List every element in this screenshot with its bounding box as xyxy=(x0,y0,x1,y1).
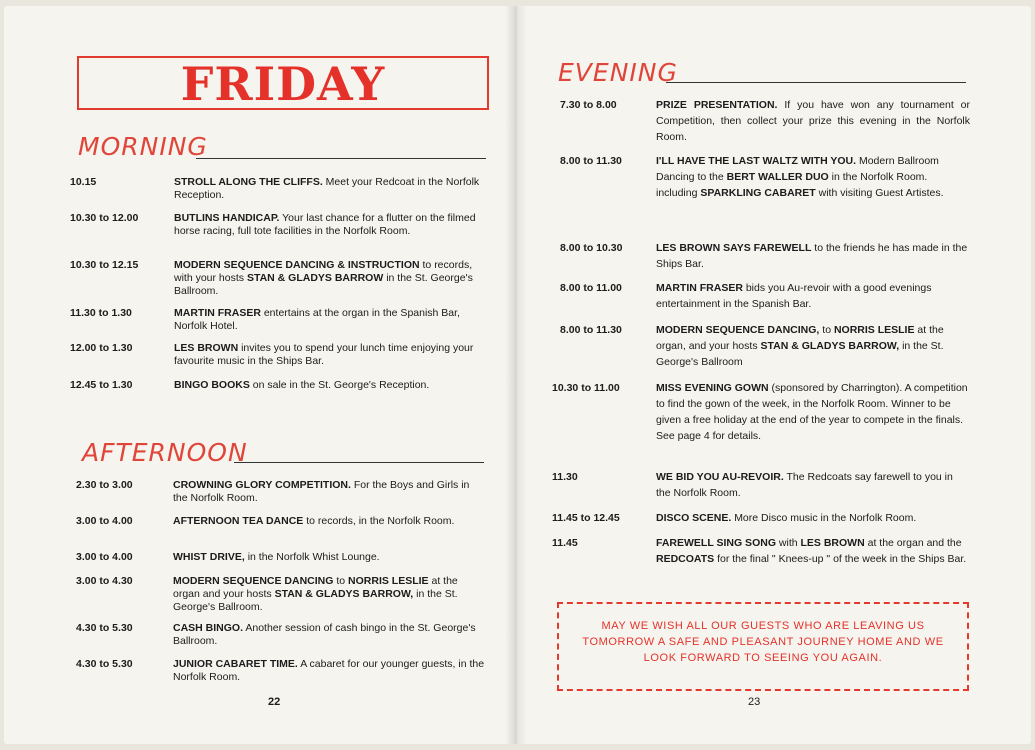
entry-time: 7.30 to 8.00 xyxy=(560,99,617,111)
entry-time: 8.00 to 11.30 xyxy=(560,155,622,167)
afternoon-rule xyxy=(234,462,484,463)
entry-description: BUTLINS HANDICAP. Your last chance for a flutter on the filmed horse racing, full tote facilities in the Norfolk Room. xyxy=(174,212,476,237)
entry-description: LES BROWN SAYS FAREWELL to the friends he has made in the Ships Bar. xyxy=(656,242,968,270)
entry-time: 8.00 to 11.00 xyxy=(560,282,622,294)
entry-time: 8.00 to 11.30 xyxy=(560,324,622,336)
right-page xyxy=(516,6,1031,744)
afternoon-heading: AFTERNOON xyxy=(82,438,248,467)
entry-description: JUNIOR CABARET TIME. A cabaret for our younger guests, in the Norfolk Room. xyxy=(173,658,485,683)
entry-description: FAREWELL SING SONG with LES BROWN at the organ and the REDCOATS for the final " Knees-up " of the week in the Ships Bar. xyxy=(656,537,967,565)
entry-time: 11.45 xyxy=(552,537,578,549)
entry-description: STROLL ALONG THE CLIFFS. Meet your Redcoat in the Norfolk Reception. xyxy=(174,176,480,201)
entry-time: 12.00 to 1.30 xyxy=(70,342,133,354)
entry-time: 4.30 to 5.30 xyxy=(76,658,133,670)
morning-rule xyxy=(196,158,486,159)
entry-description: DISCO SCENE. More Disco music in the Norfolk Room. xyxy=(656,512,917,524)
entry-time: 11.30 xyxy=(552,471,578,483)
entry-description: BINGO BOOKS on sale in the St. George's Reception. xyxy=(174,379,430,391)
entry-time: 3.00 to 4.00 xyxy=(76,515,133,527)
entry-time: 2.30 to 3.00 xyxy=(76,479,133,491)
farewell-message-box xyxy=(557,602,969,691)
entry-time: 3.00 to 4.00 xyxy=(76,551,133,563)
entry-time: 11.30 to 1.30 xyxy=(70,307,132,319)
entry-description: CASH BINGO. Another session of cash bingo in the St. George's Ballroom. xyxy=(173,622,476,647)
entry-time: 10.30 to 12.00 xyxy=(70,212,139,224)
page-number-right: 23 xyxy=(748,696,761,708)
entry-description: CROWNING GLORY COMPETITION. For the Boys and Girls in the Norfolk Room. xyxy=(173,479,470,504)
entry-description: MODERN SEQUENCE DANCING & INSTRUCTION to records, with your hosts STAN & GLADYS BARROW in the St. George's Ballroom. xyxy=(174,259,473,297)
entry-time: 4.30 to 5.30 xyxy=(76,622,133,634)
entry-description: MARTIN FRASER bids you Au-revoir with a good evenings entertainment in the Spanish Bar. xyxy=(656,282,932,310)
entry-time: 8.00 to 10.30 xyxy=(560,242,623,254)
entry-description: PRIZE PRESENTATION. If you have won any tournament or Competition, then collect your prize this evening in the Norfolk Room. xyxy=(656,99,970,143)
entry-time: 11.45 to 12.45 xyxy=(552,512,620,524)
entry-description: WE BID YOU AU-REVOIR. The Redcoats say farewell to you in the Norfolk Room. xyxy=(656,471,953,499)
entry-time: 12.45 to 1.30 xyxy=(70,379,133,391)
book-gutter xyxy=(505,6,527,744)
page-number-left: 22 xyxy=(268,696,281,708)
morning-heading: MORNING xyxy=(78,132,208,161)
entry-time: 10.30 to 12.15 xyxy=(70,259,139,271)
entry-description: LES BROWN invites you to spend your lunch time enjoying your favourite music in the Ships Bar. xyxy=(174,342,474,367)
entry-description: AFTERNOON TEA DANCE to records, in the Norfolk Room. xyxy=(173,515,455,527)
entry-time: 10.15 xyxy=(70,176,97,188)
friday-title-box xyxy=(77,56,489,110)
entry-time: 10.30 to 11.00 xyxy=(552,382,620,394)
entry-description: I'LL HAVE THE LAST WALTZ WITH YOU. Modern Ballroom Dancing to the BERT WALLER DUO in the Norfolk Room. including SPARKLING CABARET with visiting Guest Artistes. xyxy=(656,155,944,199)
evening-rule xyxy=(666,82,966,83)
entry-description: WHIST DRIVE, in the Norfolk Whist Lounge. xyxy=(173,551,380,563)
entry-description: MARTIN FRASER entertains at the organ in the Spanish Bar, Norfolk Hotel. xyxy=(174,307,460,332)
entry-time: 3.00 to 4.30 xyxy=(76,575,133,587)
evening-heading: EVENING xyxy=(558,58,678,87)
entry-description: MODERN SEQUENCE DANCING, to NORRIS LESLIE at the organ, and your hosts STAN & GLADYS BARROW, in the St. George's Ballroom xyxy=(656,324,944,368)
entry-description: MISS EVENING GOWN (sponsored by Charrington). A competition to find the gown of the week, in the Norfolk Room. Winner to be given a free holiday at the end of the year to compete in the finals. See page 4 for details. xyxy=(656,382,968,442)
left-page xyxy=(4,6,516,744)
day-title: FRIDAY xyxy=(180,57,386,111)
farewell-message: MAY WE WISH ALL OUR GUESTS WHO ARE LEAVING US TOMORROW A SAFE AND PLEASANT JOURNEY HOME AND WE LOOK FORWARD TO SEEING YOU AGAIN. xyxy=(582,620,944,664)
entry-description: MODERN SEQUENCE DANCING to NORRIS LESLIE at the organ and your hosts STAN & GLADYS BARROW, in the St. George's Ballroom. xyxy=(173,575,458,613)
